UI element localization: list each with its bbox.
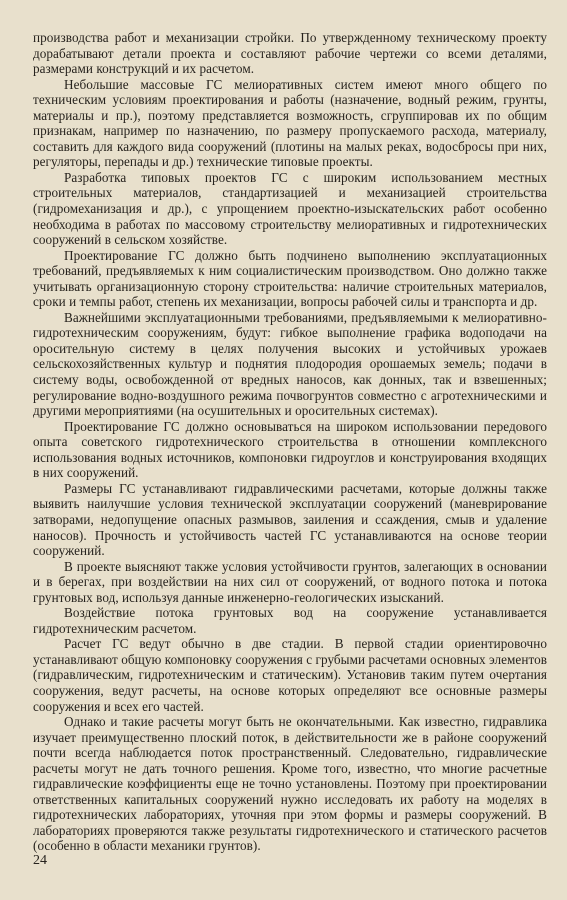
paragraph: Однако и такие расчеты могут быть не окончательными. Как известно, гидравлика изучает преимущественно плоский поток, в действительности же в районе сооружений почти всегда наблюдается поток пространственный. Следовательно, гидравлические расчеты могут не дать точного решения. Кроме того, известно, что многие расчетные гидравлические коэффициенты еще не точно установлены. Поэтому при проектировании ответственных капитальных сооружений нужно исследовать их работу на моделях в гидротехнических лабораториях, уточняя при этом формы и размеры сооружений. В лабораториях проверяются также результаты гидротехнического и статического расчетов (особенно в области механики грунтов).	[33, 714, 547, 854]
paragraph: Размеры ГС устанавливают гидравлическими расчетами, которые должны также выявить наилучшие условия технической эксплуатации сооружений (маневрирование затворами, недопущение опасных размывов, заиления и ссаждения, смыв и удаление наносов). Прочность и устойчивость частей ГС устанавливаются на основе теории сооружений.	[33, 480, 547, 559]
paragraph: производства работ и механизации стройки. По утвержденному техническому проекту дорабатывают детали проекта и составляют рабочие чертежи со всеми деталями, размерами конструкций и их расчетом.	[33, 30, 547, 77]
paragraph: Воздействие потока грунтовых вод на сооружение устанавливается гидротехническим расчетом.	[33, 605, 547, 636]
paragraph: Важнейшими эксплуатационными требованиями, предъявляемыми к мелиоративно-гидротехническим сооружениям, будут: гибкое выполнение графика водоподачи на оросительную систему в целях получения высоких и устойчивых урожаев сельскохозяйственных культур и поднятия плодородия орошаемых земель; подачи в систему воды, освобожденной от вредных наносов, как донных, так и взвешенных; регулирование водно-воздушного режима почвогрунтов совместно с агротехническими и другими мероприятиями (на осушительных и оросительных системах).	[33, 309, 547, 419]
paragraph: Проектирование ГС должно быть подчинено выполнению эксплуатационных требований, предъявляемых к ним социалистическим производством. Оно должно также учитывать организационную сторону строительства: наличие строительных материалов, сроки и темпы работ, степень их механизации, вопросы рабочей силы и транспорта и др.	[33, 247, 547, 310]
paragraph: Проектирование ГС должно основываться на широком использовании передового опыта советского гидротехнического строительства в отношении комплексного использования водных источников, компоновки гидроуглов и конструирования входящих в них сооружений.	[33, 418, 547, 481]
paragraph: Разработка типовых проектов ГС с широким использованием местных строительных материалов, стандартизацией и механизацией строительства (гидромеханизация и др.), с упрощением проектно-изыскательских работ особенно необходима в работах по массовому строительству мелиоративных и гидротехнических сооружений в сельском хозяйстве.	[33, 169, 547, 248]
paragraph: Расчет ГС ведут обычно в две стадии. В первой стадии ориентировочно устанавливают общую компоновку сооружения с грубыми расчетами основных элементов (гидравлическим, гидротехническим и статическим). Установив таким путем очертания сооружения, ведут расчеты, на основе которых определяют все основные размеры сооружения и всех его частей.	[33, 636, 547, 714]
paragraph: В проекте выясняют также условия устойчивости грунтов, залегающих в основании и в берегах, при воздействии на них сил от сооружений, от водного потока и потока грунтовых вод, используя данные инженерно-геологических изысканий.	[33, 558, 547, 605]
page-number: 24	[33, 853, 47, 868]
body-text	[33, 30, 547, 854]
paragraph: Небольшие массовые ГС мелиоративных систем имеют много общего по техническим условиям проектирования и работы (назначение, водный режим, грунты, материалы и пр.), поэтому представляется возможность, сгруппировав их по общим признакам, например по назначению, по размеру пропускаемого расхода, материалу, составить для каждого вида сооружений (плотины на малых реках, водосбросы при них, регуляторы, перепады и др.) технические типовые проекты.	[33, 76, 547, 170]
